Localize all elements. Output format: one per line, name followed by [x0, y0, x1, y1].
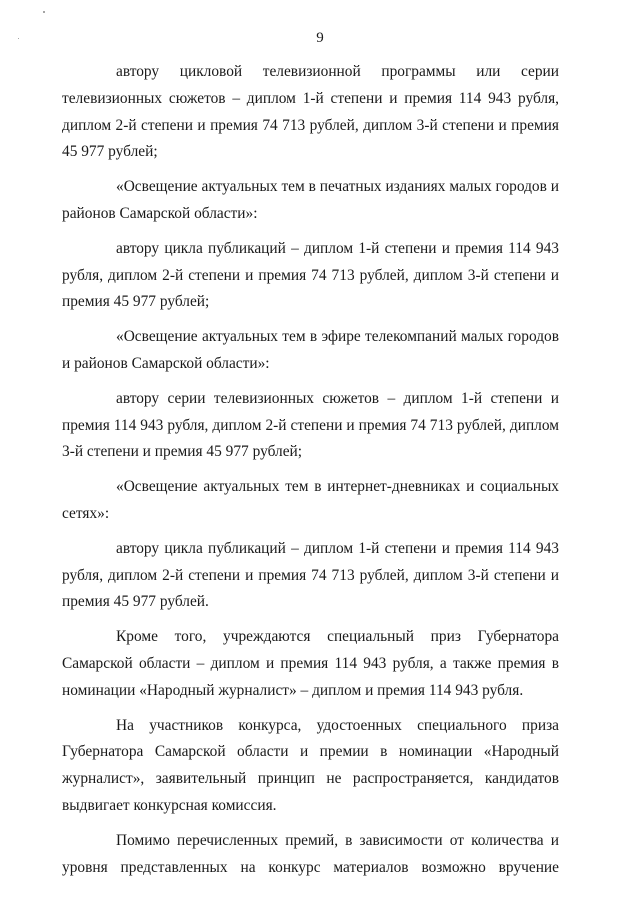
award-tv-stories-paragraph: автору серии телевизионных сюжетов – диплом 1-й степени и премия 114 943 рубля, диплом 2-й степени и премия 74 713 рублей, диплом 3-й степени и премия 45 977 рублей;	[62, 389, 559, 461]
award-print-paragraph: автору цикла публикаций – диплом 1-й степени и премия 114 943 рубля, диплом 2-й степени и премия 74 713 рублей, диплом 3-й степени и премия 45 977 рублей;	[62, 239, 559, 311]
award-tv-program-paragraph: автору цикловой телевизионной программы или серии телевизионных сюжетов – диплом 1-й степени и премия 114 943 рубля, диплом 2-й степени и премия 74 713 рублей, диплом 3-й степени и премия 45 977 рублей;	[62, 63, 559, 161]
document-body	[62, 59, 559, 881]
nomination-print-heading: «Освещение актуальных тем в печатных изданиях малых городов и районов Самарской области»:	[62, 178, 559, 222]
selection-rule-paragraph: На участников конкурса, удостоенных специального приза Губернатора Самарской области и премии в номинации «Народный журналист», заявительный принцип не распространяется, кандидатов выдвигает конкурсная комиссия.	[62, 716, 559, 814]
page-number: 9	[316, 30, 324, 46]
award-internet-paragraph: автору цикла публикаций – диплом 1-й степени и премия 114 943 рубля, диплом 2-й степени и премия 74 713 рублей, диплом 3-й степени и премия 45 977 рублей.	[62, 539, 559, 611]
scan-speck	[43, 11, 45, 13]
nomination-internet-heading: «Освещение актуальных тем в интернет-дневниках и социальных сетях»:	[62, 478, 559, 522]
nomination-tv-heading: «Освещение актуальных тем в эфире телекомпаний малых городов и районов Самарской области»:	[62, 328, 559, 372]
special-prize-paragraph: Кроме того, учреждаются специальный приз Губернатора Самарской области – диплом и премия 114 943 рубля, а также премия в номинации «Народный журналист» – диплом и премия 114 943 рубля.	[62, 628, 559, 699]
additional-prizes-paragraph: Помимо перечисленных премий, в зависимости от количества и уровня представленных на конкурс материалов возможно вручение	[62, 831, 559, 876]
